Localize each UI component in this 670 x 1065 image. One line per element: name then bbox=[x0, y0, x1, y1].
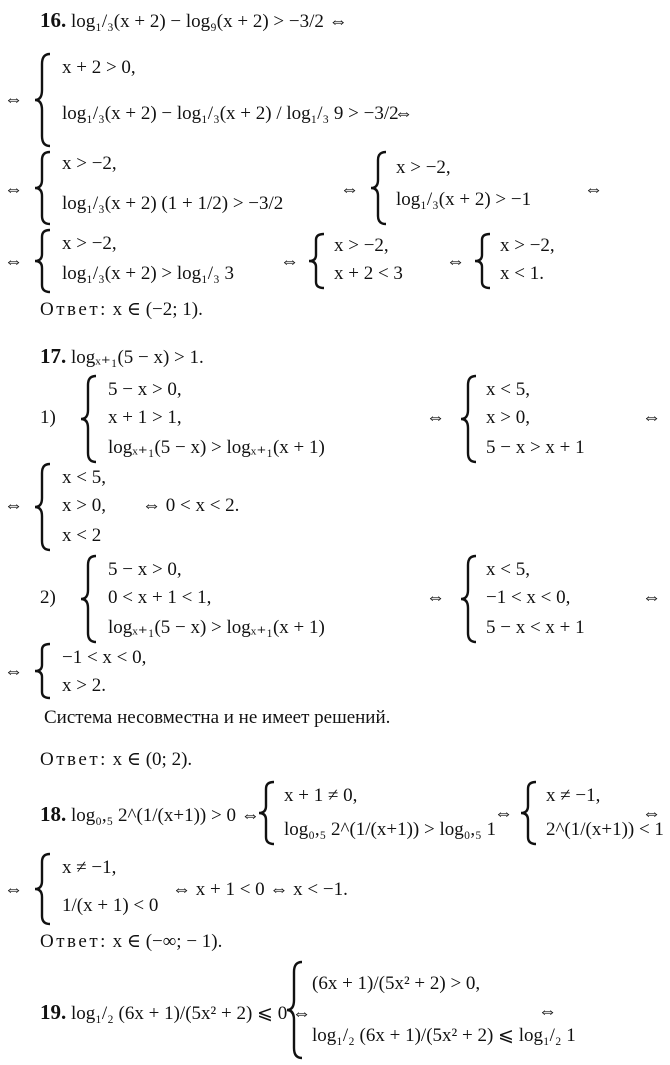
left-brace-icon bbox=[78, 554, 100, 644]
p16-sys3-row2: log₁/₃(x + 2) > −1 bbox=[396, 189, 532, 210]
p17-c2-row1: 5 − x > 0, bbox=[108, 559, 182, 580]
p18-s2-row2: 2^(1/(x+1)) < 1 bbox=[546, 819, 664, 840]
p18-text: log₀,₅ 2^(1/(x+1)) > 0 ⇔ bbox=[71, 805, 260, 826]
p19-statement bbox=[40, 1000, 311, 1026]
equiv-icon: ⇔ bbox=[280, 251, 299, 272]
answer-label: Ответ: bbox=[40, 931, 108, 952]
equiv-icon: ⇔ bbox=[4, 661, 23, 682]
p17-c2-row3: logₓ₊₁(5 − x) > logₓ₊₁(x + 1) bbox=[108, 617, 325, 638]
equiv-icon: ⇔ bbox=[4, 251, 23, 272]
p19-text: log₁/₂ (6x + 1)/(5x² + 2) ⩽ 0 ⇔ bbox=[71, 1003, 311, 1024]
p16-sys1-row2: log₁/₃(x + 2) − log₁/₃(x + 2) / log₁/₃ 9 > −3/2 bbox=[62, 103, 399, 124]
p18-statement bbox=[40, 802, 260, 828]
equiv-icon: ⇔ bbox=[642, 803, 661, 824]
p18-s3-result: ⇔ x + 1 < 0 ⇔ x < −1. bbox=[172, 879, 348, 900]
p19-s1-row2: log₁/₂ (6x + 1)/(5x² + 2) ⩽ log₁/₂ 1 bbox=[312, 1025, 576, 1046]
p17-c1c-row3: x < 2 bbox=[62, 525, 102, 546]
case1-label: 1) bbox=[40, 407, 56, 428]
p17-c1-result: ⇔ 0 < x < 2. bbox=[142, 495, 240, 516]
equiv-icon: ⇔ bbox=[584, 179, 603, 200]
equiv-icon: ⇔ bbox=[446, 251, 465, 272]
equiv-icon: ⇔ bbox=[426, 407, 445, 428]
equiv-icon: ⇔ bbox=[4, 879, 23, 900]
left-brace-icon bbox=[368, 150, 390, 226]
p16-sys4-row2: log₁/₃(x + 2) > log₁/₃ 3 bbox=[62, 263, 234, 284]
p18-s1-row1: x + 1 ≠ 0, bbox=[284, 785, 358, 806]
p17-c1c-row2: x > 0, bbox=[62, 495, 106, 516]
answer-label: Ответ: bbox=[40, 749, 108, 770]
p17-c2b-row1: x < 5, bbox=[486, 559, 530, 580]
equiv-icon: ⇔ bbox=[538, 1001, 557, 1022]
p17-c2b-row2: −1 < x < 0, bbox=[486, 587, 571, 608]
left-brace-icon bbox=[32, 852, 54, 926]
equiv-icon: ⇔ bbox=[642, 587, 661, 608]
p18-answer bbox=[40, 930, 222, 954]
p17-note: Система несовместна и не имеет решений. bbox=[44, 707, 391, 728]
left-brace-icon bbox=[32, 642, 54, 700]
left-brace-icon bbox=[32, 52, 54, 148]
p17-c1-row3: logₓ₊₁(5 − x) > logₓ₊₁(x + 1) bbox=[108, 437, 325, 458]
case2-label: 2) bbox=[40, 587, 56, 608]
p17-statement bbox=[40, 344, 204, 370]
left-brace-icon bbox=[472, 232, 494, 290]
p16-sys6-row1: x > −2, bbox=[500, 235, 555, 256]
p16-sys4-row1: x > −2, bbox=[62, 233, 117, 254]
left-brace-icon bbox=[284, 960, 306, 1060]
p16-sys3-row1: x > −2, bbox=[396, 157, 451, 178]
p17-text: logₓ₊₁(5 − x) > 1. bbox=[71, 347, 204, 368]
answer-label: Ответ: bbox=[40, 299, 108, 320]
left-brace-icon bbox=[458, 554, 480, 644]
p16-number: 16. bbox=[40, 8, 67, 32]
answer-value: x ∈ (−∞; − 1). bbox=[112, 931, 223, 952]
p16-sys5-row2: x + 2 < 3 bbox=[334, 263, 403, 284]
left-brace-icon bbox=[32, 228, 54, 294]
p17-c1c-row1: x < 5, bbox=[62, 467, 106, 488]
left-brace-icon bbox=[256, 780, 278, 846]
p19-s1-row1: (6x + 1)/(5x² + 2) > 0, bbox=[312, 973, 481, 994]
p17-c1-row1: 5 − x > 0, bbox=[108, 379, 182, 400]
equiv-icon: ⇔ bbox=[4, 89, 23, 110]
equiv-icon: ⇔ bbox=[340, 179, 359, 200]
p17-c2-row2: 0 < x + 1 < 1, bbox=[108, 587, 212, 608]
p17-c2b-row3: 5 − x < x + 1 bbox=[486, 617, 585, 638]
p17-c2c-row1: −1 < x < 0, bbox=[62, 647, 147, 668]
p17-c1-row2: x + 1 > 1, bbox=[108, 407, 182, 428]
p16-sys6-row2: x < 1. bbox=[500, 263, 544, 284]
left-brace-icon bbox=[78, 374, 100, 464]
equiv-icon: ⇔ bbox=[494, 803, 513, 824]
left-brace-icon bbox=[32, 462, 54, 552]
answer-value: x ∈ (−2; 1). bbox=[112, 299, 203, 320]
equiv-icon: ⇔ bbox=[4, 179, 23, 200]
left-brace-icon bbox=[306, 232, 328, 290]
p17-c1b-row1: x < 5, bbox=[486, 379, 530, 400]
equiv-icon: ⇔ bbox=[4, 495, 23, 516]
p18-s2-row1: x ≠ −1, bbox=[546, 785, 601, 806]
p16-line1: log₁/₃(x + 2) − log₉(x + 2) > −3/2 ⇔ bbox=[71, 11, 348, 32]
p16-sys1-row1: x + 2 > 0, bbox=[62, 57, 136, 78]
p17-answer bbox=[40, 748, 192, 772]
p17-c1b-row3: 5 − x > x + 1 bbox=[486, 437, 585, 458]
p16-statement bbox=[40, 8, 348, 34]
p16-sys2-row2: log₁/₃(x + 2) (1 + 1/2) > −3/2 bbox=[62, 193, 284, 214]
p17-c1b-row2: x > 0, bbox=[486, 407, 530, 428]
p16-answer bbox=[40, 298, 203, 322]
left-brace-icon bbox=[458, 374, 480, 464]
equiv-icon: ⇔ bbox=[426, 587, 445, 608]
p16-sys5-row1: x > −2, bbox=[334, 235, 389, 256]
equiv-icon: ⇔ bbox=[642, 407, 661, 428]
left-brace-icon bbox=[518, 780, 540, 846]
p18-s1-row2: log₀,₅ 2^(1/(x+1)) > log₀,₅ 1 bbox=[284, 819, 496, 840]
p16-sys2-row1: x > −2, bbox=[62, 153, 117, 174]
left-brace-icon bbox=[32, 150, 54, 226]
p19-number: 19. bbox=[40, 1000, 67, 1024]
p18-number: 18. bbox=[40, 802, 67, 826]
p18-s3-row1: x ≠ −1, bbox=[62, 857, 117, 878]
equiv-icon: ⇔ bbox=[394, 103, 413, 124]
answer-value: x ∈ (0; 2). bbox=[112, 749, 193, 770]
p18-s3-row2: 1/(x + 1) < 0 bbox=[62, 895, 159, 916]
p17-number: 17. bbox=[40, 344, 67, 368]
p17-c2c-row2: x > 2. bbox=[62, 675, 106, 696]
